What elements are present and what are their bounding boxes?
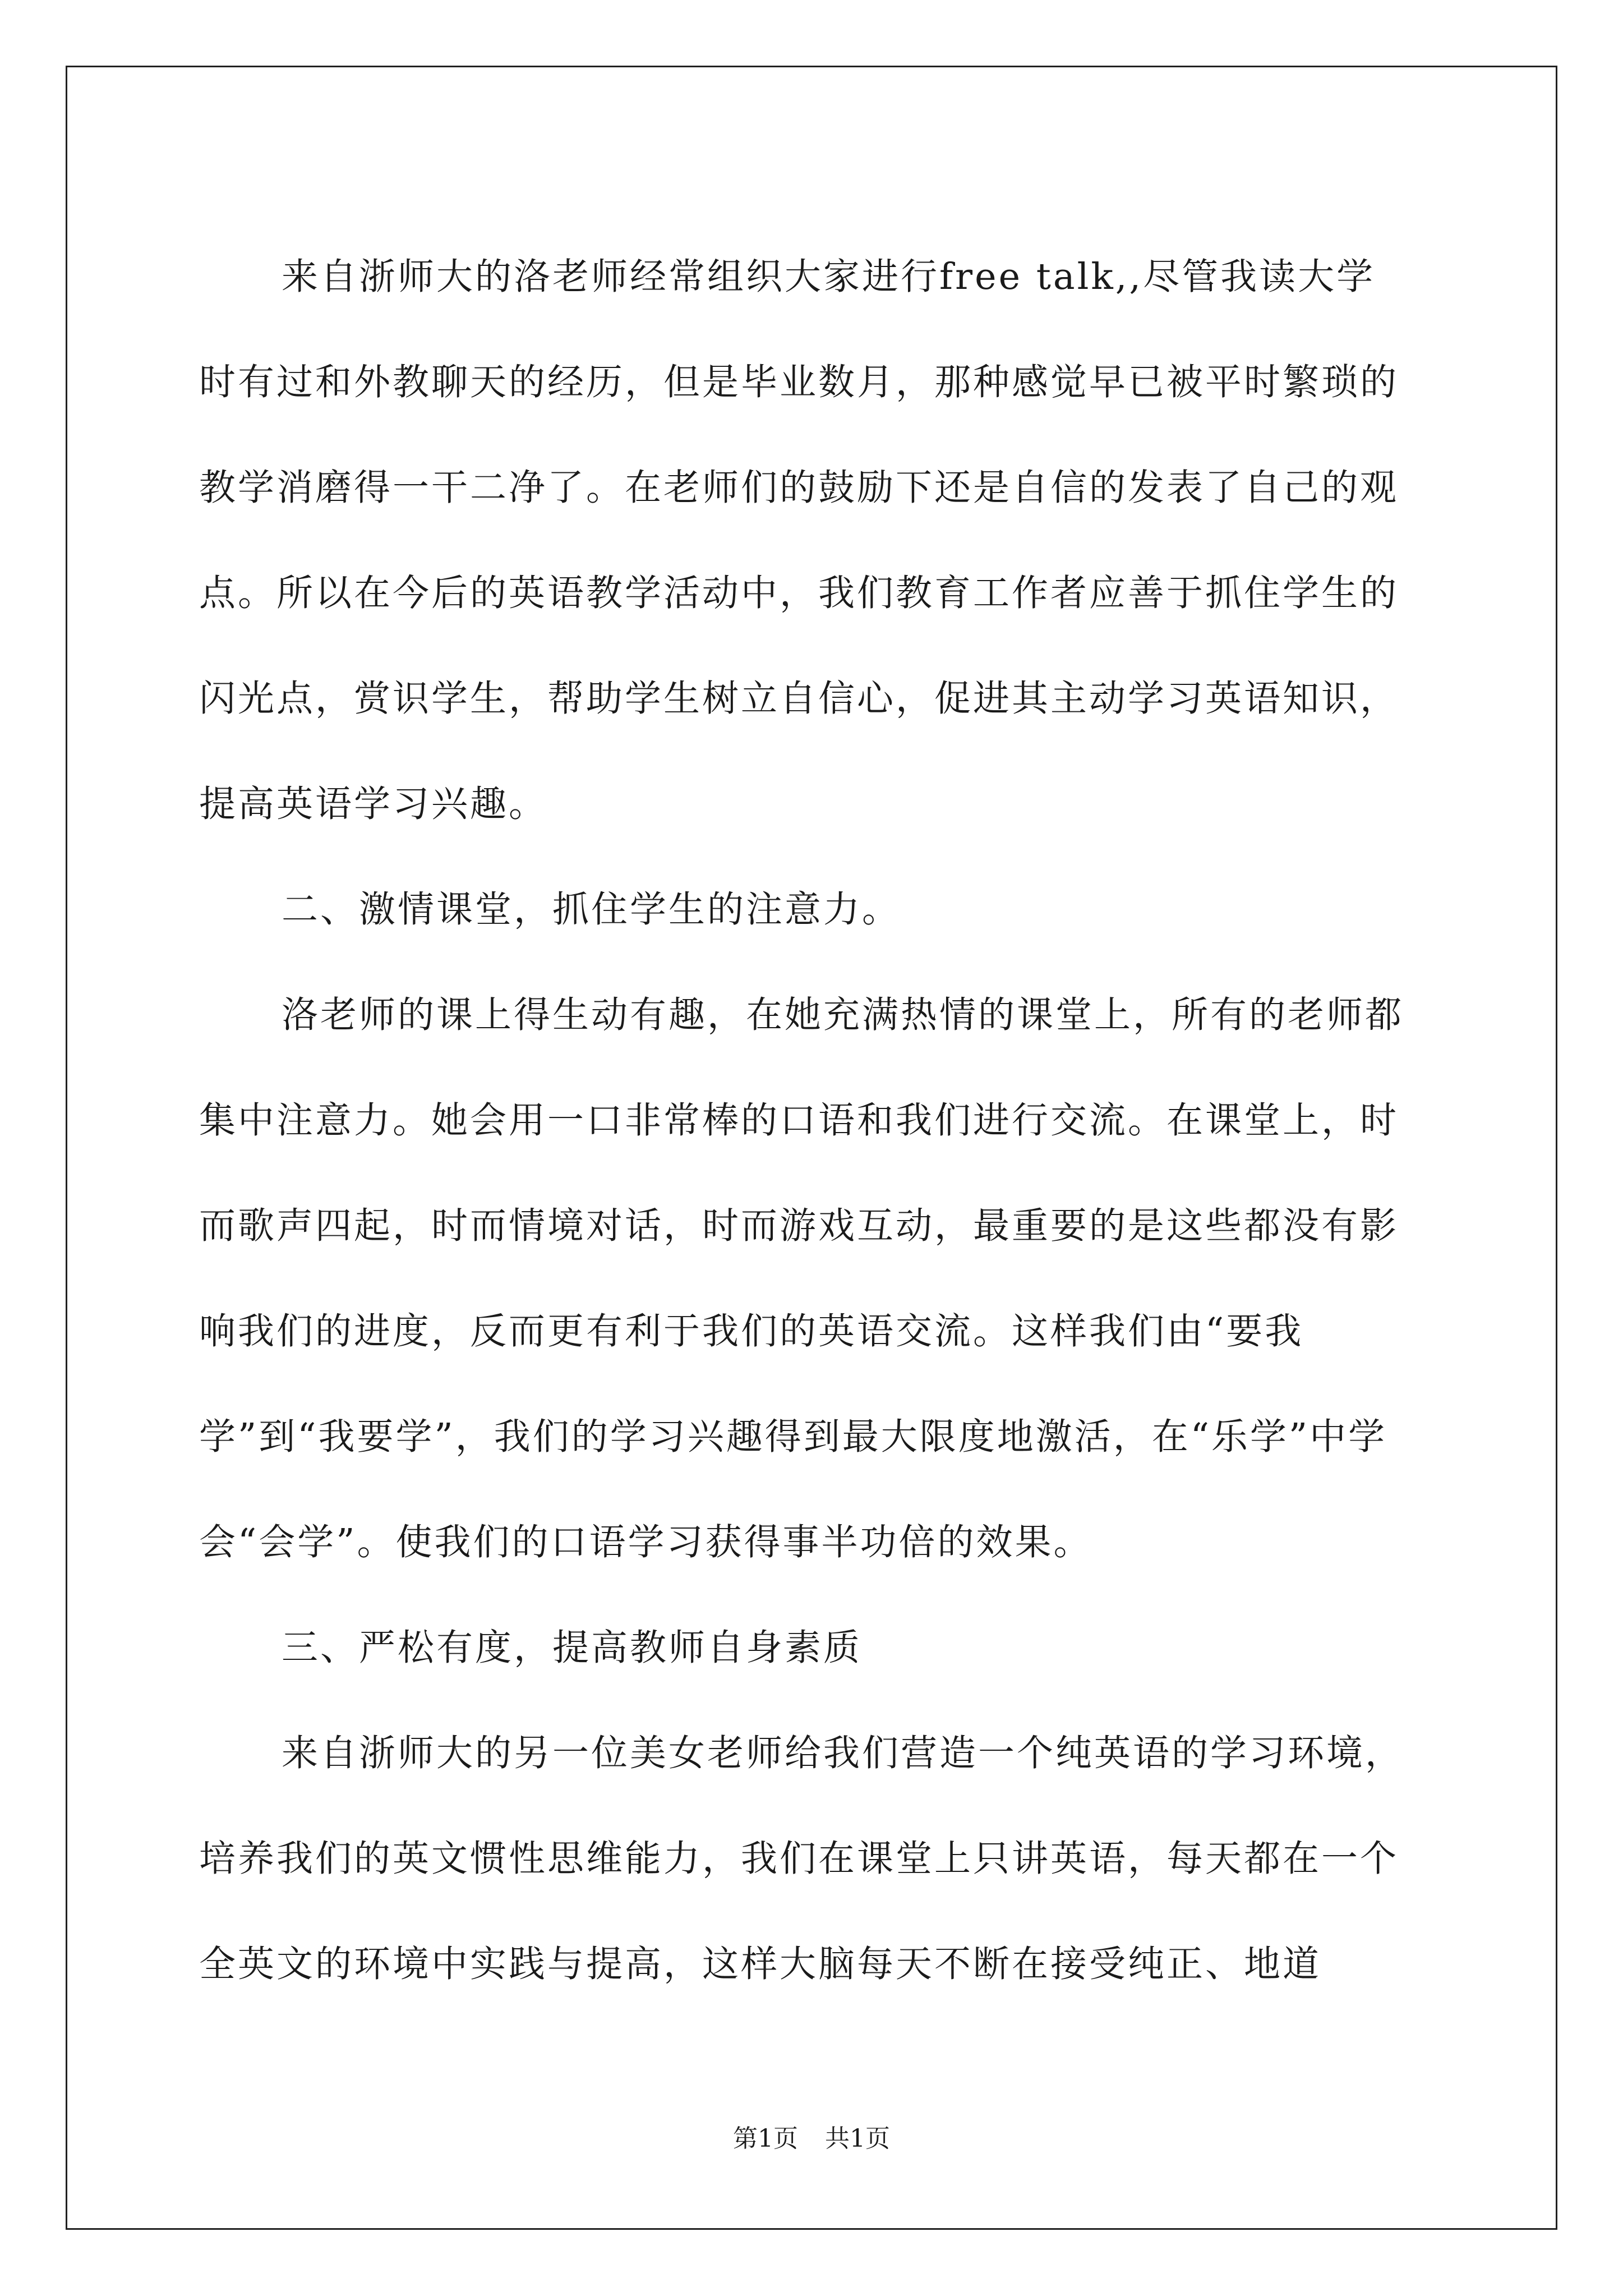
paragraph-section-3: 来自浙师大的另一位美女老师给我们营造一个纯英语的学习环境，培养我们的英文惯性思维能力，我们在课堂上只讲英语，每天都在一个全英文的环境中实践与提高，这样大脑每天不断在接受纯正、地道 (199, 1732, 1404, 1985)
section-heading-2: 二、激情课堂，抓住学生的注意力。 (282, 889, 901, 931)
page-number: 第1页 (733, 2124, 798, 2153)
section-heading-3: 三、严松有度，提高教师自身素质 (282, 1627, 863, 1669)
paragraph-intro: 来自浙师大的洛老师经常组织大家进行free talk,,尽管我读大学时有过和外教聊天的经历，但是毕业数月，那种感觉早已被平时繁琐的教学消磨得一干二净了。在老师们的鼓励下还是自信的发表了自己的观点。所以在今后的英语教学活动中，我们教育工作者应善于抓住学生的闪光点，赏识学生，帮助学生树立自信心，促进其主动学习英语知识，提高英语学习兴趣。 (199, 256, 1399, 825)
page-footer (0, 2122, 1623, 2156)
page-total: 共1页 (825, 2124, 890, 2153)
paragraph-section-2: 洛老师的课上得生动有趣，在她充满热情的课堂上，所有的老师都集中注意力。她会用一口非常棒的口语和我们进行交流。在课堂上，时而歌声四起，时而情境对话，时而游戏互动，最重要的是这些都没有影响我们的进度，反而更有利于我们的英语交流。这样我们由“要我学”到“我要学”，我们的学习兴趣得到最大限度地激活，在“乐学”中学会“会学”。使我们的口语学习获得事半功倍的效果。 (199, 994, 1404, 1563)
document-body (199, 224, 1410, 2017)
